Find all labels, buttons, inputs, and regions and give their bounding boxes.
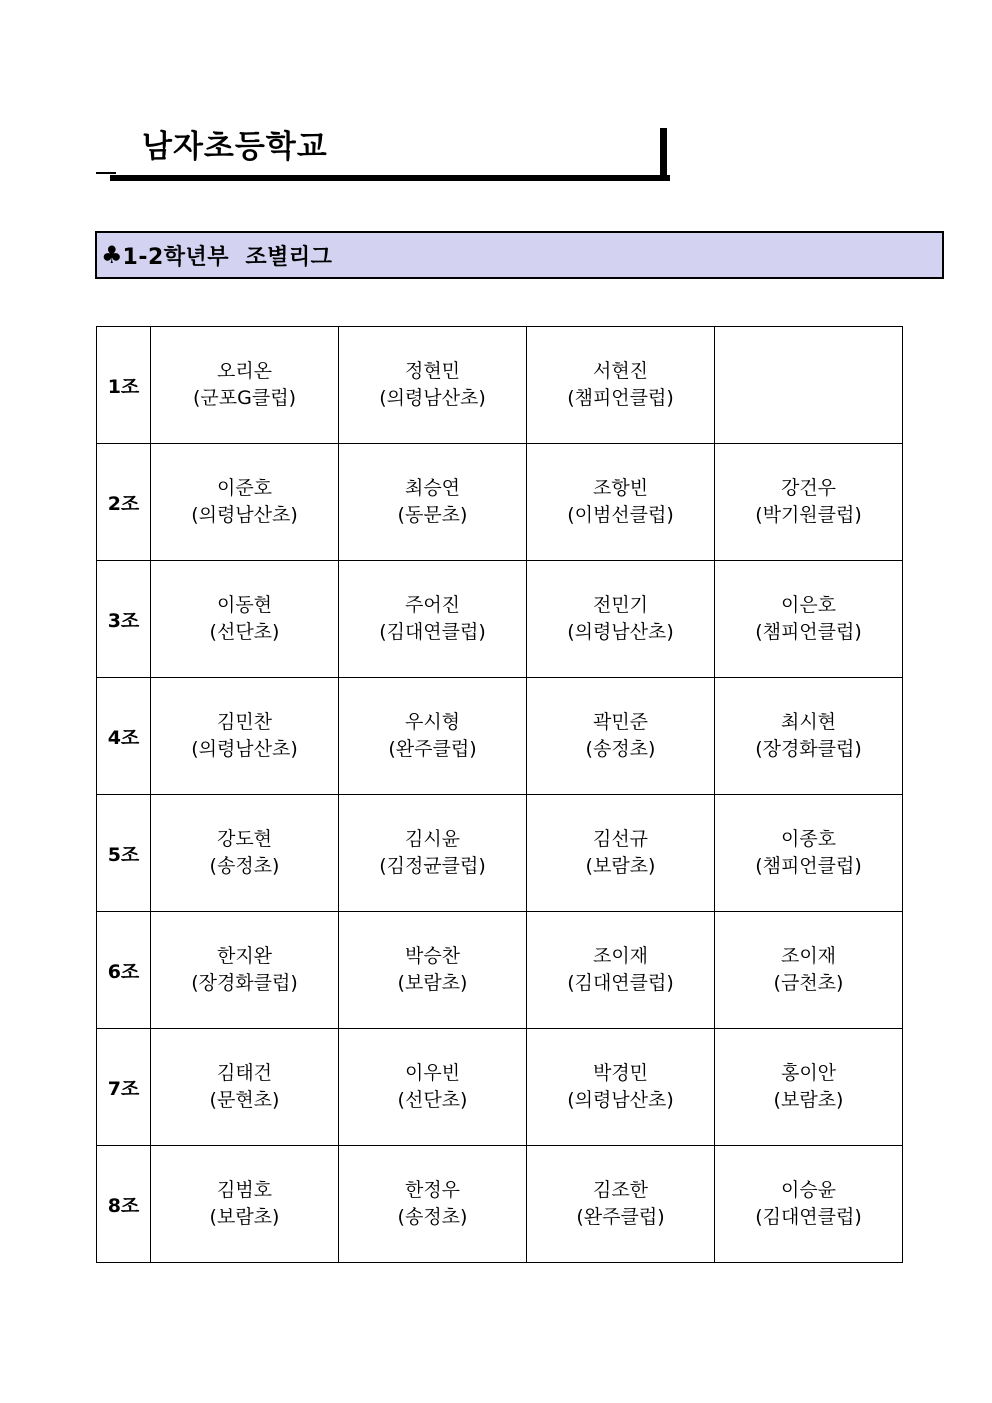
player-club: (의령남산초) [567,621,674,643]
player-club: (문현초) [209,1089,280,1111]
player-cell [339,795,527,912]
player-cell [527,1146,715,1263]
player-name: 주어진 [404,594,461,616]
group-row [97,327,903,444]
player-club: (박기원클럽) [755,504,862,526]
player-name: 우시형 [404,711,461,733]
player-cell [151,795,339,912]
player-name: 서현진 [592,360,649,382]
player-name: 홍이안 [780,1062,837,1084]
player-club: (완주클럽) [388,738,477,760]
group-label: 4조 [97,678,151,795]
player-cell [527,561,715,678]
title-right-bar [660,128,667,181]
player-club: (보람초) [209,1206,280,1228]
section-title: 1-2학년부 조별리그 [122,244,333,270]
group-label: 6조 [97,912,151,1029]
player-name: 조이재 [592,945,649,967]
player-cell [151,1029,339,1146]
player-cell [715,561,903,678]
player-name: 이준호 [216,477,273,499]
player-name: 김시윤 [404,828,461,850]
player-cell [151,912,339,1029]
player-cell [339,327,527,444]
player-name: 이동현 [216,594,273,616]
player-club: (의령남산초) [567,1089,674,1111]
player-cell [527,1029,715,1146]
player-cell [151,1146,339,1263]
page-title: 남자초등학교 [142,129,328,165]
player-name: 오리온 [216,360,273,382]
player-name: 이종호 [780,828,837,850]
title-underline-thick [110,175,670,181]
player-cell [339,1029,527,1146]
group-label: 1조 [97,327,151,444]
player-club: (군포G클럽) [193,387,296,409]
groups-table [96,326,903,1263]
group-label: 5조 [97,795,151,912]
group-row [97,1029,903,1146]
player-name: 한정우 [404,1179,461,1201]
player-name: 김범호 [216,1179,273,1201]
group-label: 7조 [97,1029,151,1146]
player-cell [339,678,527,795]
player-name: 박승찬 [404,945,461,967]
player-cell-empty [715,327,903,444]
player-name: 김민찬 [216,711,273,733]
title-underline-thin [96,172,116,174]
player-name: 강도현 [216,828,273,850]
player-club: (김대연클럽) [379,621,486,643]
player-cell [527,678,715,795]
player-name: 김조한 [592,1179,649,1201]
player-cell [339,1146,527,1263]
player-club: (김대연클럽) [567,972,674,994]
player-cell [151,327,339,444]
group-row [97,678,903,795]
player-cell [527,795,715,912]
player-cell [715,1146,903,1263]
player-club: (완주클럽) [576,1206,665,1228]
player-cell [151,561,339,678]
group-label: 3조 [97,561,151,678]
player-cell [339,444,527,561]
player-club: (동문초) [397,504,468,526]
player-name: 이우빈 [404,1062,461,1084]
group-label: 2조 [97,444,151,561]
player-club: (장경화클럽) [755,738,862,760]
group-row [97,1146,903,1263]
player-name: 강건우 [780,477,837,499]
player-name: 이승윤 [780,1179,837,1201]
player-name: 이은호 [780,594,837,616]
player-club: (장경화클럽) [191,972,298,994]
player-cell [715,444,903,561]
player-cell [715,795,903,912]
player-club: (보람초) [585,855,656,877]
player-club: (이범선클럽) [567,504,674,526]
player-club: (금천초) [773,972,844,994]
player-name: 정현민 [404,360,461,382]
player-club: (의령남산초) [191,738,298,760]
player-club: (김정균클럽) [379,855,486,877]
player-name: 곽민준 [592,711,649,733]
player-club: (챔피언클럽) [755,855,862,877]
player-cell [527,912,715,1029]
player-club: (김대연클럽) [755,1206,862,1228]
player-cell [527,444,715,561]
player-cell [715,912,903,1029]
group-row [97,795,903,912]
player-name: 김태건 [216,1062,273,1084]
player-cell [339,912,527,1029]
player-club: (챔피언클럽) [567,387,674,409]
player-name: 박경민 [592,1062,649,1084]
player-name: 최승연 [404,477,461,499]
player-club: (보람초) [397,972,468,994]
section-header [95,231,944,279]
player-club: (의령남산초) [191,504,298,526]
player-cell [339,561,527,678]
player-club: (챔피언클럽) [755,621,862,643]
player-name: 김선규 [592,828,649,850]
player-cell [715,1029,903,1146]
player-cell [527,327,715,444]
player-club: (선단초) [397,1089,468,1111]
player-club: (송정초) [209,855,280,877]
player-name: 전민기 [592,594,649,616]
player-cell [151,678,339,795]
player-club: (선단초) [209,621,280,643]
player-club: (송정초) [585,738,656,760]
group-label: 8조 [97,1146,151,1263]
player-name: 조항빈 [592,477,649,499]
page-title-block [96,120,670,186]
player-club: (송정초) [397,1206,468,1228]
player-name: 조이재 [780,945,837,967]
player-cell [715,678,903,795]
player-name: 최시현 [780,711,837,733]
club-suit-icon: ♣ [101,241,123,269]
player-cell [151,444,339,561]
group-row [97,912,903,1029]
group-row [97,444,903,561]
group-row [97,561,903,678]
player-name: 한지완 [216,945,273,967]
player-club: (보람초) [773,1089,844,1111]
player-club: (의령남산초) [379,387,486,409]
